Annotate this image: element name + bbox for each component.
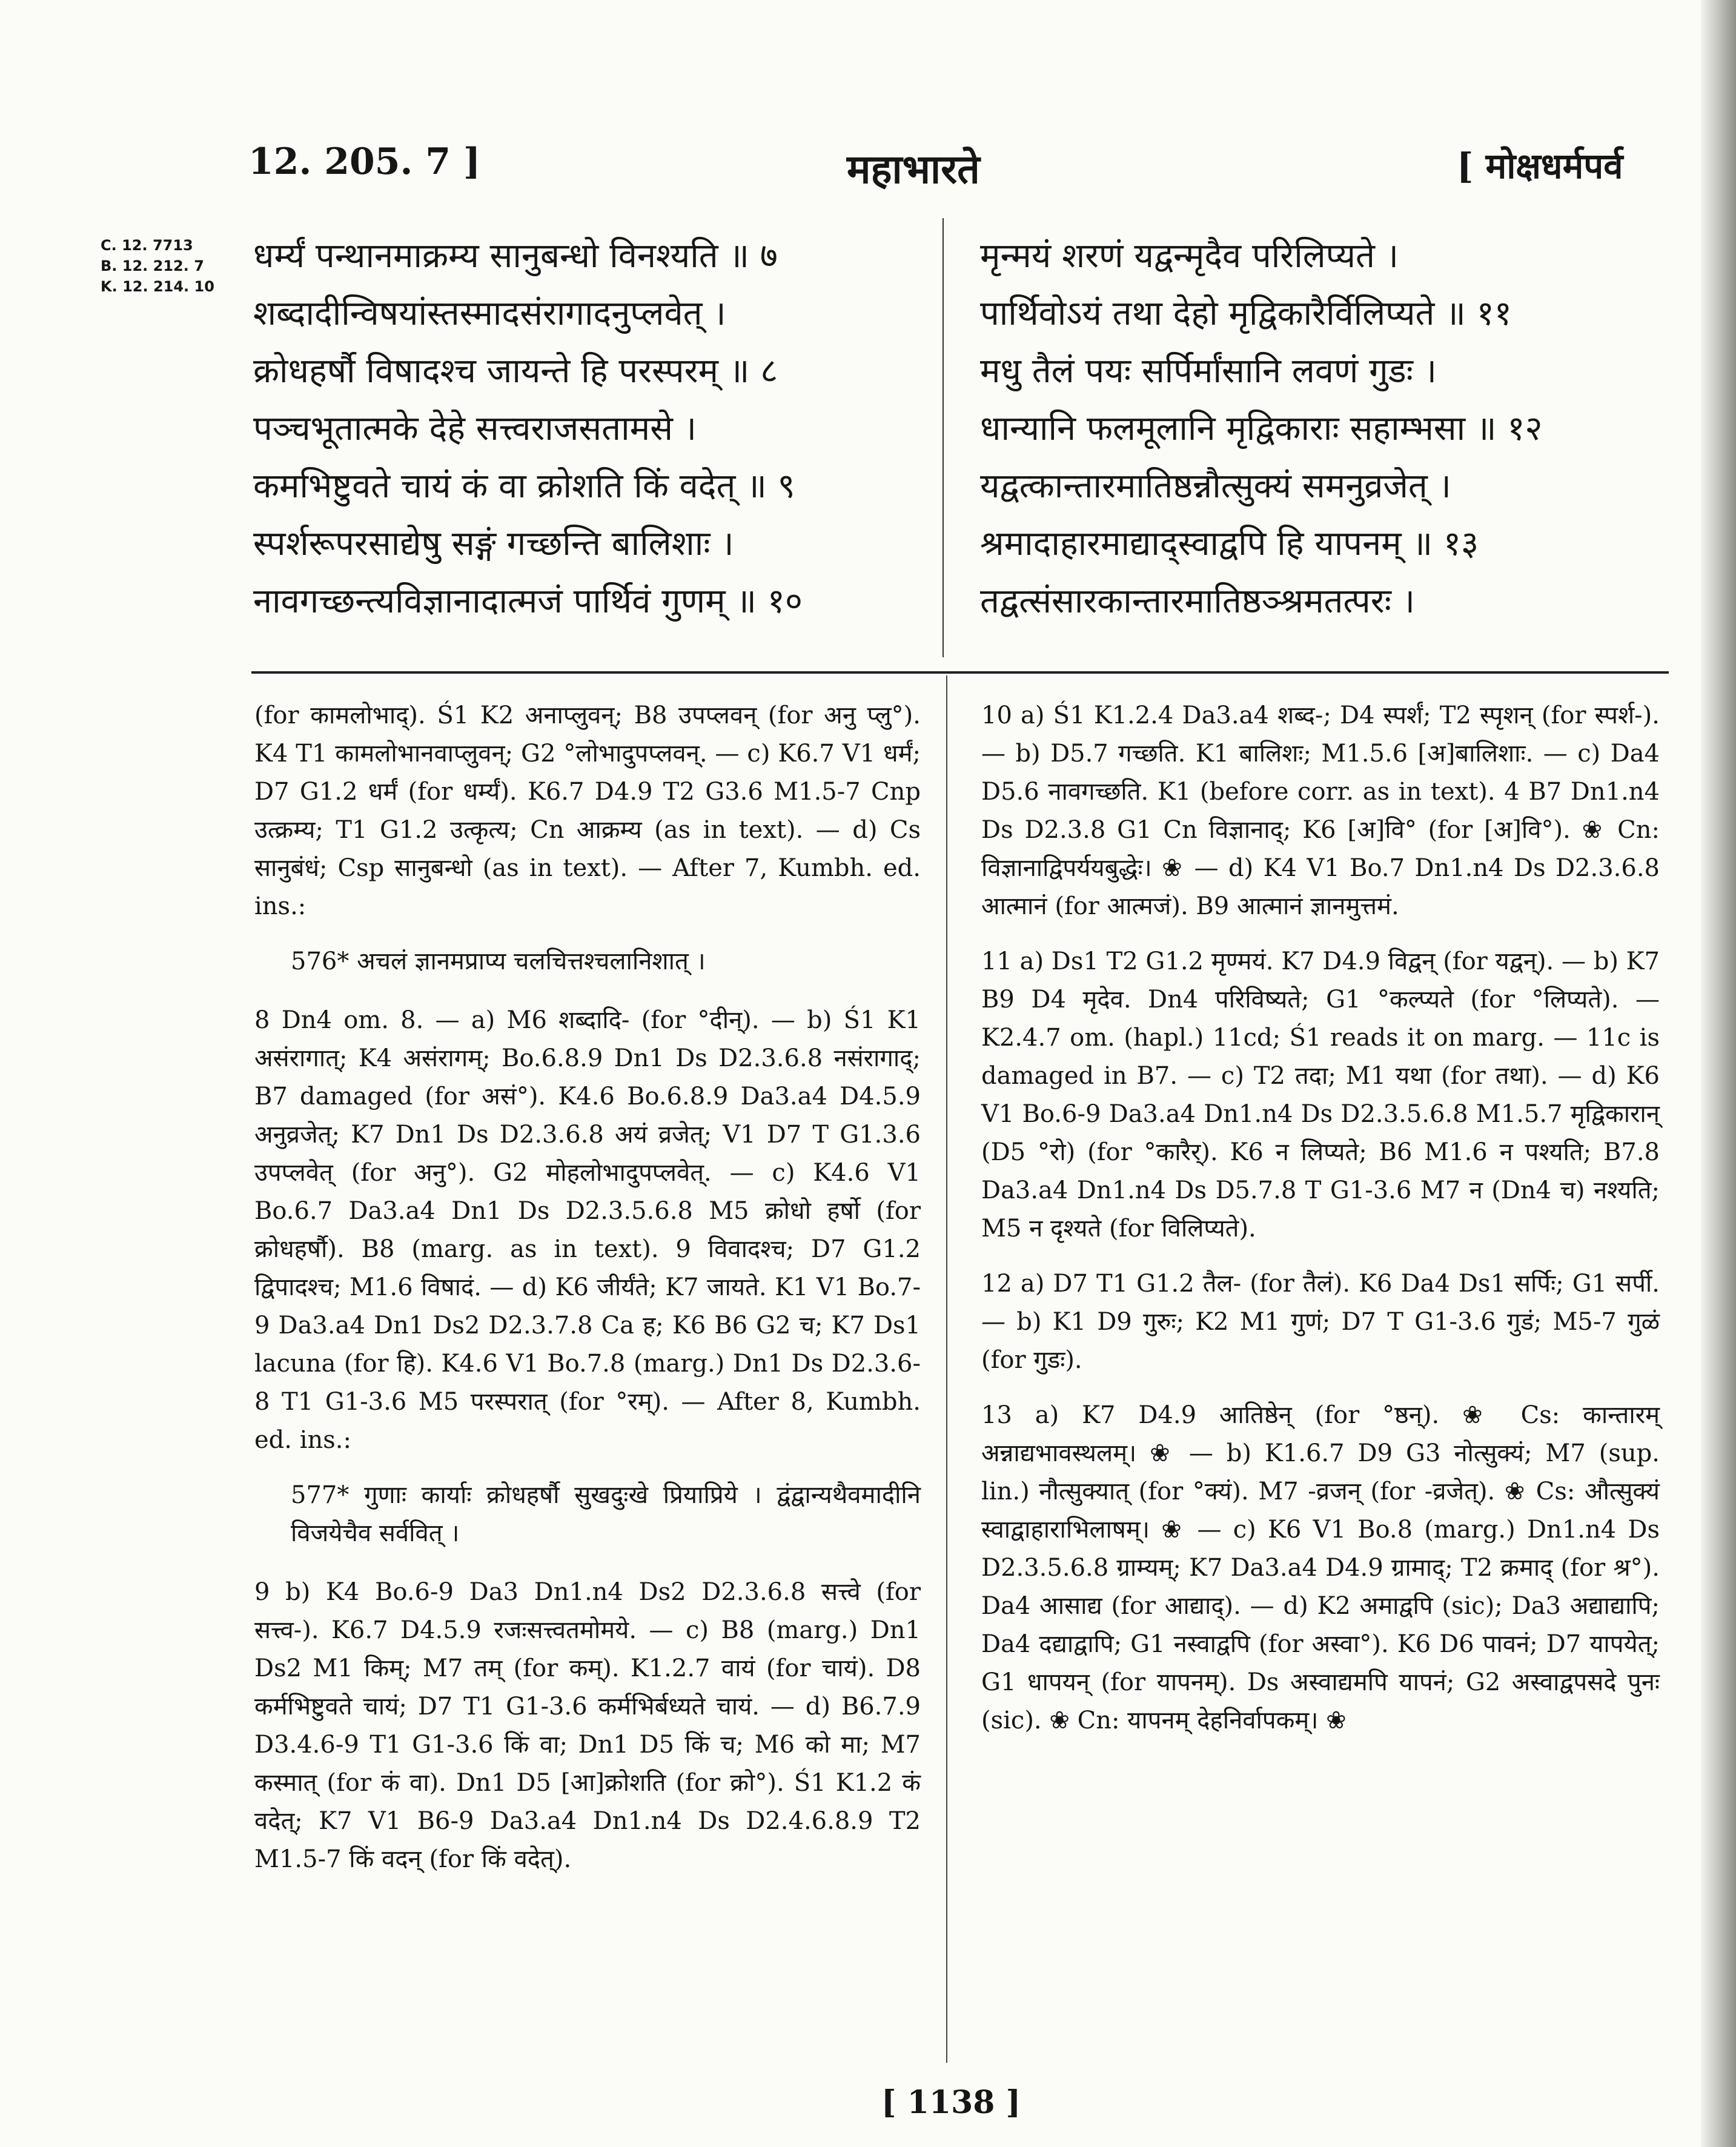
verse-line: यद्वत्कान्तारमातिष्ठन्नौत्सुक्यं समनुव्रजेत् ।: [980, 466, 1451, 506]
verse-line: धान्यानि फलमूलानि मृद्विकाराः सहाम्भसा ॥ १२: [980, 409, 1543, 448]
concordance-ref: B. 12. 212. 7: [101, 257, 204, 274]
verse-line: कमभिष्टुवते चायं कं वा क्रोशति किं वदेत् ॥ ९: [253, 466, 795, 506]
apparatus-column-divider: [946, 675, 947, 2063]
apparatus-note: 12 a) D7 T1 G1.2 तैल- (for तैलं). K6 Da4 Ds1 सर्पिः; G1 सर्पी. — b) K1 D9 गुरुः; K2 M1 गुणं; D7 T G1-3.6 गुडं; M5-7 गुळं (for गुडः).: [981, 1270, 1660, 1374]
verse-column-left: [253, 227, 803, 630]
verse-column-right: [980, 227, 1543, 630]
apparatus-note: 9 b) K4 Bo.6-9 Da3 Dn1.n4 Ds2 D2.3.6.8 सत्त्वे (for सत्त्व-). K6.7 D4.5.9 रजःसत्त्वतमोमये. — c) B8 (marg.) Dn1 Ds2 M1 किम्; M7 तम् (for कम्). K1.2.7 वायं (for चायं). D8 कर्मभिष्टुवते चायं; D7 T1 G1-3.6 कर्मभिर्बध्यते चायं. — d) B6.7.9 D3.4.6-9 T1 G1-3.6 किं वा; Dn1 D5 किं च; M6 को मा; M7 कस्मात् (for कं वा). Dn1 D5 [आ]क्रोशति (for क्रो°). Ś1 K1.2 कं वदेत्; K7 V1 B6-9 Da3.a4 Dn1.n4 Ds D2.4.6.8.9 T2 M1.5-7 किं वदन् (for किं वदेत्).: [254, 1578, 921, 1873]
concordance-ref: K. 12. 214. 10: [101, 278, 214, 295]
apparatus-note: 11 a) Ds1 T2 G1.2 मृण्मयं. K7 D4.9 विद्वन् (for यद्वन्). — b) K7 B9 D4 मृदेव. Dn4 परिविष्यते; G1 °कल्प्यते (for °लिप्यते). — K2.4.7 om. (hapl.) 11cd; Ś1 reads it on marg. — 11c is damaged in B7. — c) T2 तदा; M1 यथा (for तथा). — d) K6 V1 Bo.6-9 Da3.a4 Dn1.n4 Ds D2.3.5.6.8 M1.5.7 मृद्विकारान् (D5 °रो) (for °कारैर्). K6 न लिप्यते; B6 M1.6 न पश्यति; B7.8 Da3.a4 Dn1.n4 Ds D5.7.8 T G1-3.6 M7 न (Dn4 च) नश्यति; M5 न दृश्यते (for विलिप्यते).: [981, 947, 1660, 1243]
verse-line: तद्वत्संसारकान्तारमातिष्ठञ्श्रमतत्परः ।: [980, 582, 1415, 621]
section-title: [ मोक्षधर्मपर्व: [1457, 145, 1623, 187]
page-number: [ 1138 ]: [881, 2084, 1021, 2121]
concordance-ref: C. 12. 7713: [101, 237, 193, 254]
apparatus-note: 10 a) Ś1 K1.2.4 Da3.a4 शब्द-; D4 स्पर्शं; T2 स्पृशन् (for स्पर्श-). — b) D5.7 गच्छति. K1 बालिशः; M1.5.6 [अ]बालिशाः. — c) Da4 D5.6 नावगच्छति. K1 (before corr. as in text). 4 B7 Dn1.n4 Ds D2.3.8 G1 Cn विज्ञानाद्; K6 [अ]वि° (for [अ]वि°). ❀ Cn: विज्ञानाद्विपर्ययबुद्धेः। ❀ — d) K4 V1 Bo.7 Dn1.n4 Ds D2.3.6.8 आत्मानं (for आत्मजं). B9 आत्मानं ज्ञानमुत्तमं.: [981, 702, 1660, 920]
apparatus-note: 13 a) K7 D4.9 आतिष्ठेन् (for °ष्ठन्). ❀ Cs: कान्तारम् अन्नाद्यभावस्थलम्। ❀ — b) K1.6.7 D9 G3 नोत्सुक्यं; M7 (sup. lin.) नौत्सुक्यात् (for °क्यं). M7 -व्रजन् (for -व्रजेत्). ❀ Cs: औत्सुक्यं स्वाद्वाहाराभिलाषम्। ❀ — c) K6 V1 Bo.8 (marg.) Dn1.n4 Ds D2.3.5.6.8 ग्राम्यम्; K7 Da3.a4 D4.9 ग्रामाद्; T2 क्रमाद् (for श्र°). Da4 आसाद्य (for आद्याद्). — d) K2 अमाद्वपि (sic); Da3 अद्याद्यापि; Da4 दद्याद्वापि; G1 नस्वाद्वपि (for अस्वा°). K6 D6 पावनं; D7 यापयेत्; G1 धापयन् (for यापनम्). Ds अस्वाद्यमपि यापनं; G2 अस्वाद्वपसदे पुनः (sic). ❀ Cn: यापनम् देहनिर्वापकम्। ❀: [981, 1401, 1660, 1734]
verse-line: मधु तैलं पयः सर्पिर्मांसानि लवणं गुडः ।: [980, 351, 1437, 391]
verse-line: श्रमादाहारमाद्याद्स्वाद्वपि हि यापनम् ॥ १३: [980, 524, 1479, 563]
critical-apparatus-right: [981, 697, 1660, 1757]
critical-apparatus-left: [254, 697, 921, 1896]
concordance-refs: [101, 235, 214, 297]
apparatus-note: (for कामलोभाद्). Ś1 K2 अनाप्लुवन्; B8 उपप्लवन् (for अनु प्लु°). K4 T1 कामलोभानवाप्लुवन्; G2 °लोभादुपप्लवन्. — c) K6.7 V1 धर्मं; D7 G1.2 धर्मं (for धर्म्यं). K6.7 D4.9 T2 G3.6 M1.5-7 Cnp उत्क्रम्य; T1 G1.2 उत्कृत्य; Cn आक्रम्य (as in text). — d) Cs सानुबंधं; Csp सानुबन्धो (as in text). — After 7, Kumbh. ed. ins.:: [254, 702, 921, 920]
apparatus-rule: [251, 671, 1669, 674]
verse-line: पञ्चभूतात्मके देहे सत्त्वराजसतामसे ।: [253, 409, 697, 448]
chapter-reference: 12. 205. 7 ]: [248, 141, 481, 183]
verse-line: नावगच्छन्त्यविज्ञानादात्मजं पार्थिवं गुणम् ॥ १०: [253, 582, 803, 621]
verse-line: मृन्मयं शरणं यद्वन्मृदैव परिलिप्यते ।: [980, 236, 1399, 276]
verse-line: पार्थिवोऽयं तथा देहो मृद्विकारैर्विलिप्यते ॥ ११: [980, 294, 1512, 333]
inserted-passage: 576* अचलं ज्ञानमप्राप्य चलचित्तश्चलानिशात् ।: [291, 947, 706, 975]
verse-line: शब्दादीन्विषयांस्तस्मादसंरागादनुप्लवेत् ।: [253, 294, 726, 333]
verse-line: स्पर्शरूपरसाद्येषु सङ्गं गच्छन्ति बालिशाः ।: [253, 524, 734, 563]
verse-line: क्रोधहर्षौ विषादश्च जायन्ते हि परस्परम् ॥ ८: [253, 351, 778, 391]
apparatus-note: 8 Dn4 om. 8. — a) M6 शब्दादि- (for °दीन्). — b) Ś1 K1 असंरागात्; K4 असंरागम्; Bo.6.8.9 Dn1 Ds D2.3.6.8 नसंरागाद्; B7 damaged (for असं°). K4.6 Bo.6.8.9 Da3.a4 D4.5.9 अनुव्रजेत्; K7 Dn1 Ds D2.3.6.8 अयं व्रजेत्; V1 D7 T G1.3.6 उपप्लवेत् (for अनु°). G2 मोहलोभादुपप्लवेत्. — c) K4.6 V1 Bo.6.7 Da3.a4 Dn1 Ds D2.3.5.6.8 M5 क्रोधो हर्षो (for क्रोधहर्षौ). B8 (marg. as in text). 9 विवादश्च; D7 G1.2 द्विपादश्च; M1.6 विषादं. — d) K6 जीर्यंते; K7 जायते. K1 V1 Bo.7-9 Da3.a4 Dn1 Ds2 D2.3.7.8 Ca ह; K6 B6 G2 च; K7 Ds1 lacuna (for हि). K4.6 V1 Bo.7.8 (marg.) Dn1 Ds D2.3.6-8 T1 G1-3.6 M5 परस्परात् (for °रम्). — After 8, Kumbh. ed. ins.:: [254, 1006, 921, 1454]
page-title: महाभारते: [847, 145, 980, 193]
page-edge-shadow: [1701, 0, 1736, 2147]
verse-column-divider: [943, 218, 944, 657]
inserted-passage: 577* गुणाः कार्याः क्रोधहर्षौ सुखदुःखे प्रियाप्रिये । द्वंद्वान्यथैवमादीनि विजयेचैव सर्ववित् ।: [291, 1481, 921, 1547]
verse-line: धर्म्यं पन्थानमाक्रम्य सानुबन्धो विनश्यति ॥ ७: [253, 236, 778, 276]
